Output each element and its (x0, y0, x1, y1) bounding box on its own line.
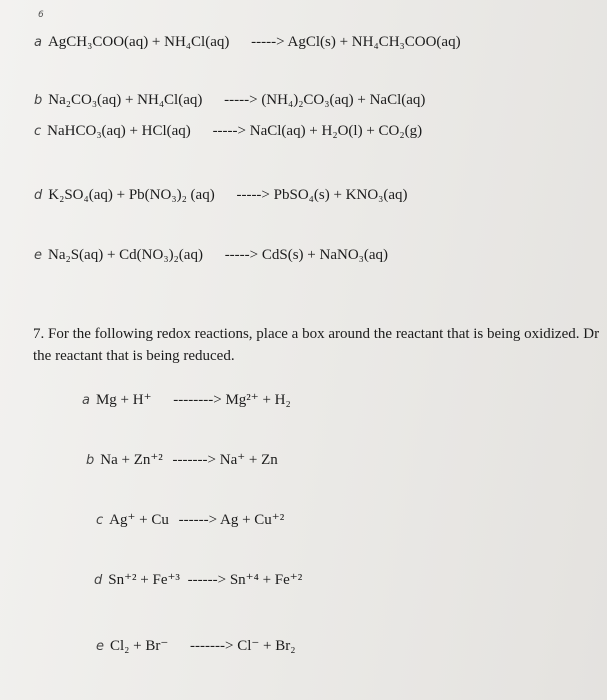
redox-equation-c (96, 510, 284, 529)
redox-d-reactants: Sn⁺² + Fe⁺³ (108, 572, 180, 588)
redox-letter-c: c (96, 513, 104, 528)
redox-b-products: Na⁺ + Zn (219, 452, 278, 468)
q6-a-products: AgCl(s) + NH₄CH₃COO(aq) (287, 34, 461, 50)
q6-c-products: NaCl(aq) + H₂O(l) + CO₂(g) (249, 123, 423, 139)
redox-b-reactants: Na + Zn⁺² (100, 452, 163, 468)
q6-letter-b: b (34, 93, 43, 108)
redox-e-products: Cl⁻ + Br₂ (237, 638, 296, 654)
redox-letter-b: b (86, 453, 95, 468)
redox-equation-d (94, 570, 302, 589)
redox-c-arrow: ------> (178, 512, 218, 528)
q6-c-reactants: NaHCO₃(aq) + HCl(aq) (47, 123, 191, 139)
q6-b-reactants: Na₂CO₃(aq) + NH₄Cl(aq) (48, 92, 203, 108)
redox-a-reactants: Mg + H⁺ (95, 392, 152, 408)
redox-d-arrow: ------> (187, 572, 227, 588)
q6-letter-c: c (34, 124, 42, 139)
q6-equation-d (34, 187, 408, 204)
q6-b-products: (NH₄)₂CO₃(aq) + NaCl(aq) (261, 92, 426, 108)
q6-letter-d: d (34, 188, 43, 203)
q6-equation-e (34, 247, 388, 264)
q6-c-arrow: -----> (212, 123, 246, 139)
redox-equation-e (96, 636, 296, 655)
q6-b-arrow: -----> (224, 92, 258, 108)
redox-a-arrow: --------> (173, 392, 222, 408)
redox-d-products: Sn⁺⁴ + Fe⁺² (229, 572, 303, 588)
redox-letter-e: e (96, 639, 104, 654)
redox-a-products: Mg²⁺ + H₂ (225, 392, 291, 408)
redox-equation-b (86, 450, 278, 469)
redox-letter-a: a (82, 393, 90, 408)
q6-e-reactants: Na₂S(aq) + Cd(NO₃)₂(aq) (48, 247, 203, 263)
redox-b-arrow: -------> (172, 452, 216, 468)
q6-equation-c (34, 123, 422, 140)
page-number-mark: 6 (38, 10, 44, 20)
q6-equation-a (34, 34, 461, 51)
q6-letter-a: a (34, 35, 42, 50)
redox-equation-a (82, 390, 291, 409)
q6-e-arrow: -----> (224, 247, 259, 263)
q6-d-arrow: -----> (236, 187, 270, 203)
redox-c-products: Ag + Cu⁺² (220, 512, 285, 528)
q6-e-products: CdS(s) + NaNO₃(aq) (261, 247, 389, 263)
q6-d-reactants: K₂SO₄(aq) + Pb(NO₃)₂ (aq) (48, 187, 215, 203)
q7-instructions (33, 323, 599, 367)
q7-instruction-line-2: the reactant that is being reduced. (33, 348, 235, 364)
q6-equation-b (34, 92, 425, 109)
redox-letter-d: d (94, 573, 103, 588)
q6-letter-e: e (34, 248, 42, 263)
q7-instruction-line-1: 7. For the following redox reactions, place a box around the reactant that is being oxidized. Dr (33, 326, 600, 342)
redox-e-arrow: -------> (190, 638, 234, 654)
redox-e-reactants: Cl₂ + Br⁻ (110, 638, 169, 654)
q6-a-reactants: AgCH₃COO(aq) + NH₄Cl(aq) (47, 34, 230, 50)
redox-c-reactants: Ag⁺ + Cu (109, 512, 169, 528)
q6-d-products: PbSO₄(s) + KNO₃(aq) (273, 187, 408, 203)
q6-a-arrow: -----> (251, 34, 285, 50)
